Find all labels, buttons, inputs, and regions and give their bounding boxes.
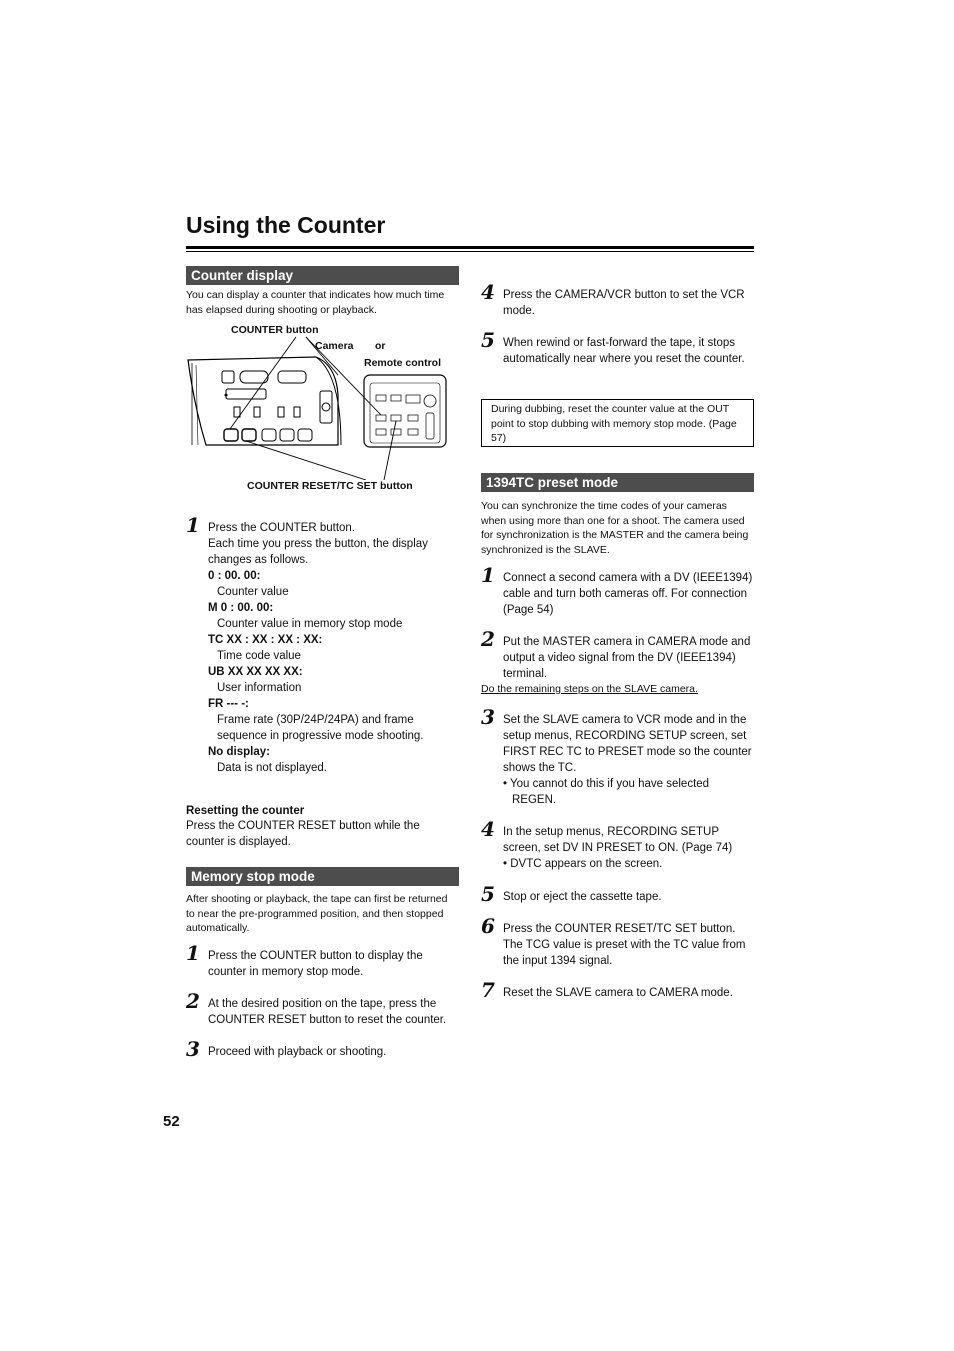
step-number: 4 [481,280,495,304]
memory-step-1 [186,941,462,980]
step-text: Put the MASTER camera in CAMERA mode and output a video signal from the DV (IEEE1394) terminal. [503,636,751,680]
preset-step-7 [481,978,754,1002]
memory-step-3 [186,1037,462,1061]
memory-step-2 [186,989,462,1028]
figure-label-counter-button: COUNTER button [231,324,319,336]
display-term: FR --- -: [208,698,249,710]
step-text: Set the SLAVE camera to VCR mode and in the setup menus, RECORDING SETUP screen, set FIRST REC TC to PRESET mode so the counter shows the TC. [503,714,752,774]
display-desc: Frame rate (30P/24P/24PA) and frame sequence in progressive mode shooting. [217,714,424,742]
display-desc: Time code value [217,650,301,662]
step-text: Stop or eject the cassette tape. [503,891,662,903]
page-number: 52 [163,1113,180,1130]
step-text: Press the COUNTER button to display the counter in memory stop mode. [208,950,423,978]
step-number: 2 [186,989,200,1013]
preset-step-4 [481,817,754,872]
step-text: Proceed with playback or shooting. [208,1046,387,1058]
step-number: 1 [481,563,495,587]
step-number: 3 [186,1037,200,1061]
step-number: 3 [481,705,495,729]
step-text: Press the CAMERA/VCR button to set the VCR mode. [503,289,745,317]
step-bullet: • DVTC appears on the screen. [503,858,663,870]
counter-step-1 [186,513,462,776]
preset-step-2 [481,627,754,682]
memory-step-5 [481,328,754,367]
display-term: TC XX : XX : XX : XX: [208,634,323,646]
step-number: 1 [186,513,200,537]
title-rule [186,246,754,249]
preset-step-6 [481,914,754,969]
figure-label-camera: Camera [315,340,354,352]
page-title: Using the Counter [186,212,386,238]
counter-display-intro: You can display a counter that indicates how much time has elapsed during shooting or playback. [186,289,445,316]
display-desc: Counter value in memory stop mode [217,618,403,630]
display-term: M 0 : 00. 00: [208,602,274,614]
step-number: 7 [481,978,495,1002]
display-term: 0 : 00. 00: [208,570,261,582]
resetting-text: Press the COUNTER RESET button while the counter is displayed. [186,820,420,848]
memory-stop-heading: Memory stop mode [186,867,459,886]
dubbing-note: During dubbing, reset the counter value at the OUT point to stop dubbing with memory stop mode. (Page 57) [481,399,754,447]
display-desc: User information [217,682,302,694]
preset-step-1 [481,563,754,618]
step-text: In the setup menus, RECORDING SETUP screen, set DV IN PRESET to ON. (Page 74) [503,826,733,854]
step-text: Connect a second camera with a DV (IEEE1394) cable and turn both cameras off. For connection (Page 54) [503,572,753,616]
figure-label-or: or [375,340,386,352]
figure-label-reset: COUNTER RESET/TC SET button [247,480,413,492]
preset-intro: You can synchronize the time codes of your cameras when using more than one for a shoot. The camera used for synchronization is the MASTER and the camera being synchronized is the SLAVE. [481,500,749,556]
step-bullet: • You cannot do this if you have selected REGEN. [503,778,710,806]
step-number: 6 [481,914,495,938]
display-desc: Counter value [217,586,289,598]
camera-remote-illustration [186,335,456,480]
step-number: 4 [481,817,495,841]
step-text: Press the COUNTER RESET/TC SET button. The TCG value is preset with the TC value from the input 1394 signal. [503,923,746,967]
counter-display-heading: Counter display [186,266,459,285]
resetting-heading: Resetting the counter [186,805,305,817]
step-text: When rewind or fast-forward the tape, it stops automatically near where you reset the counter. [503,337,745,365]
display-term: UB XX XX XX XX: [208,666,303,678]
title-rule-thin [186,251,754,252]
step-1-line1: Press the COUNTER button. [208,522,355,534]
step-text: At the desired position on the tape, press the COUNTER RESET button to reset the counter. [208,998,447,1026]
slave-note: Do the remaining steps on the SLAVE camera. [481,683,698,695]
display-term: No display: [208,746,270,758]
step-text: Reset the SLAVE camera to CAMERA mode. [503,987,733,999]
memory-stop-intro: After shooting or playback, the tape can first be returned to near the pre-programmed position, and then stopped automatically. [186,893,448,934]
step-number: 5 [481,882,495,906]
figure-label-remote: Remote control [364,357,442,369]
display-desc: Data is not displayed. [217,762,327,774]
step-1-line2: Each time you press the button, the display changes as follows. [208,538,428,566]
step-number: 5 [481,328,495,352]
step-number: 2 [481,627,495,651]
memory-step-4 [481,280,754,319]
preset-step-3 [481,705,754,808]
preset-heading: 1394TC preset mode [481,473,754,492]
preset-step-5 [481,882,754,906]
step-number: 1 [186,941,200,965]
